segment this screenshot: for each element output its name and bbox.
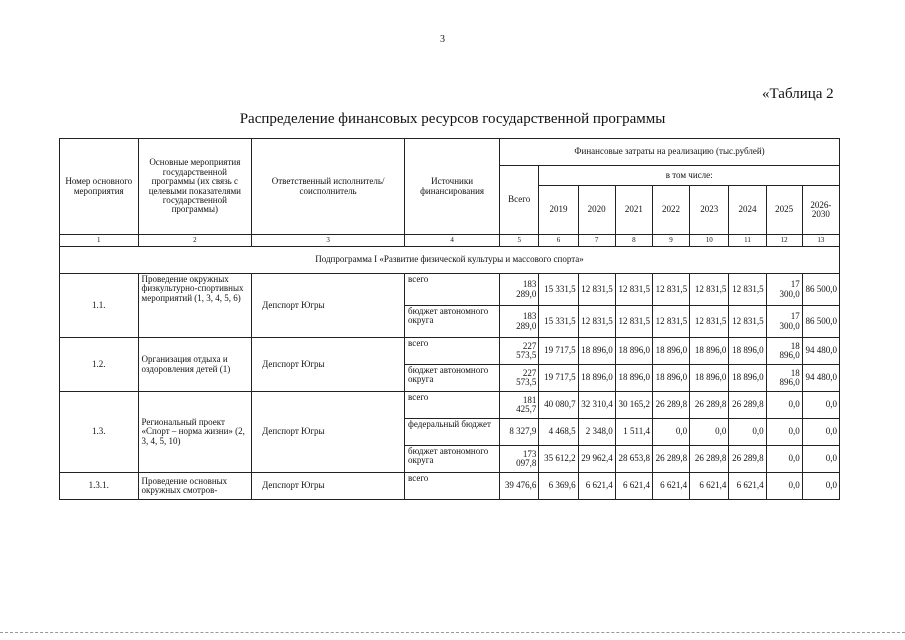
value-total: 183 289,0 bbox=[500, 306, 539, 338]
value-year: 86 500,0 bbox=[802, 274, 839, 306]
value-year: 18 896,0 bbox=[652, 365, 689, 392]
value-year: 12 831,5 bbox=[690, 274, 729, 306]
activity-number: 1.3.1. bbox=[60, 473, 139, 500]
header-year: 2020 bbox=[578, 186, 615, 235]
table-row bbox=[60, 274, 840, 306]
activity-name: Проведение окружных физкультурно-спортивных мероприятий (1, 3, 4, 5, 6) bbox=[138, 274, 252, 338]
activity-name: Региональный проект «Спорт – норма жизни» (2, 3, 4, 5, 10) bbox=[138, 392, 252, 473]
subprogram-row bbox=[60, 247, 840, 274]
value-total: 39 476,6 bbox=[500, 473, 539, 500]
table-row bbox=[60, 338, 840, 365]
value-year: 26 289,8 bbox=[690, 392, 729, 419]
value-year: 0,0 bbox=[729, 419, 766, 446]
value-year: 0,0 bbox=[766, 419, 802, 446]
value-year: 12 831,5 bbox=[578, 274, 615, 306]
column-number: 5 bbox=[500, 235, 539, 247]
subprogram-title: Подпрограмма I «Развитие физической культуры и массового спорта» bbox=[60, 247, 840, 274]
value-year: 18 896,0 bbox=[729, 338, 766, 365]
value-year: 2 348,0 bbox=[578, 419, 615, 446]
value-year: 0,0 bbox=[802, 419, 839, 446]
value-year: 26 289,8 bbox=[729, 392, 766, 419]
value-year: 29 962,4 bbox=[578, 446, 615, 473]
funding-source: всего bbox=[405, 392, 500, 419]
funding-source: всего bbox=[405, 274, 500, 306]
activity-executor: Депспорт Югры bbox=[252, 473, 405, 500]
financial-resources-table bbox=[59, 138, 840, 500]
value-year: 26 289,8 bbox=[729, 446, 766, 473]
funding-source: бюджет автономного округа bbox=[405, 306, 500, 338]
column-number: 13 bbox=[802, 235, 839, 247]
value-year: 94 480,0 bbox=[802, 338, 839, 365]
activity-executor: Депспорт Югры bbox=[252, 274, 405, 338]
value-year: 26 289,8 bbox=[652, 392, 689, 419]
value-year: 0,0 bbox=[802, 473, 839, 500]
column-number: 8 bbox=[615, 235, 652, 247]
column-number: 3 bbox=[252, 235, 405, 247]
activity-number: 1.3. bbox=[60, 392, 139, 473]
value-year: 18 896,0 bbox=[729, 365, 766, 392]
table-row bbox=[60, 473, 840, 500]
page-number: 3 bbox=[440, 34, 445, 45]
value-year: 6 621,4 bbox=[690, 473, 729, 500]
value-year: 18 896,0 bbox=[766, 338, 802, 365]
value-year: 15 331,5 bbox=[539, 306, 578, 338]
header-year: 2025 bbox=[766, 186, 802, 235]
value-year: 18 896,0 bbox=[690, 338, 729, 365]
value-year: 12 831,5 bbox=[652, 306, 689, 338]
value-total: 181 425,7 bbox=[500, 392, 539, 419]
header-year: 2023 bbox=[690, 186, 729, 235]
activity-executor: Депспорт Югры bbox=[252, 338, 405, 392]
header-including: в том числе: bbox=[539, 166, 840, 186]
value-year: 4 468,5 bbox=[539, 419, 578, 446]
value-year: 17 300,0 bbox=[766, 306, 802, 338]
header-year: 2024 bbox=[729, 186, 766, 235]
activity-executor: Депспорт Югры bbox=[252, 392, 405, 473]
value-year: 0,0 bbox=[766, 446, 802, 473]
header-costs: Финансовые затраты на реализацию (тыс.рублей) bbox=[500, 139, 840, 166]
value-year: 30 165,2 bbox=[615, 392, 652, 419]
value-year: 12 831,5 bbox=[729, 274, 766, 306]
column-number: 2 bbox=[138, 235, 252, 247]
funding-source: бюджет автономного округа bbox=[405, 365, 500, 392]
value-year: 18 896,0 bbox=[652, 338, 689, 365]
value-year: 19 717,5 bbox=[539, 365, 578, 392]
header-total: Всего bbox=[500, 166, 539, 235]
value-year: 12 831,5 bbox=[615, 274, 652, 306]
header-sources: Источники финансирования bbox=[405, 139, 500, 235]
value-year: 12 831,5 bbox=[729, 306, 766, 338]
value-year: 0,0 bbox=[766, 392, 802, 419]
value-year: 6 621,4 bbox=[615, 473, 652, 500]
column-number: 7 bbox=[578, 235, 615, 247]
header-year: 2019 bbox=[539, 186, 578, 235]
value-year: 0,0 bbox=[802, 446, 839, 473]
column-number: 12 bbox=[766, 235, 802, 247]
header-number: Номер основного мероприятия bbox=[60, 139, 139, 235]
table-label: «Таблица 2 bbox=[762, 86, 834, 102]
value-year: 12 831,5 bbox=[652, 274, 689, 306]
value-year: 6 621,4 bbox=[729, 473, 766, 500]
value-year: 94 480,0 bbox=[802, 365, 839, 392]
value-year: 18 896,0 bbox=[615, 338, 652, 365]
value-year: 18 896,0 bbox=[690, 365, 729, 392]
value-total: 183 289,0 bbox=[500, 274, 539, 306]
value-year: 40 080,7 bbox=[539, 392, 578, 419]
funding-source: всего bbox=[405, 338, 500, 365]
value-year: 19 717,5 bbox=[539, 338, 578, 365]
document-title: Распределение финансовых ресурсов государственной программы bbox=[239, 111, 666, 127]
value-year: 6 621,4 bbox=[578, 473, 615, 500]
activity-name: Проведение основных окружных смотров- bbox=[138, 473, 252, 500]
header-year: 2021 bbox=[615, 186, 652, 235]
scan-edge-line bbox=[0, 632, 905, 633]
value-year: 6 369,6 bbox=[539, 473, 578, 500]
value-year: 12 831,5 bbox=[578, 306, 615, 338]
funding-source: бюджет автономного округа bbox=[405, 446, 500, 473]
value-total: 8 327,9 bbox=[500, 419, 539, 446]
value-year: 0,0 bbox=[690, 419, 729, 446]
value-year: 1 511,4 bbox=[615, 419, 652, 446]
header-year: 2022 bbox=[652, 186, 689, 235]
activity-number: 1.1. bbox=[60, 274, 139, 338]
value-year: 17 300,0 bbox=[766, 274, 802, 306]
value-year: 86 500,0 bbox=[802, 306, 839, 338]
column-number: 6 bbox=[539, 235, 578, 247]
table-row bbox=[60, 392, 840, 419]
column-number: 10 bbox=[690, 235, 729, 247]
value-year: 12 831,5 bbox=[690, 306, 729, 338]
value-year: 18 896,0 bbox=[578, 365, 615, 392]
value-year: 0,0 bbox=[766, 473, 802, 500]
header-year: 2026-2030 bbox=[802, 186, 839, 235]
value-total: 227 573,5 bbox=[500, 338, 539, 365]
value-year: 15 331,5 bbox=[539, 274, 578, 306]
funding-source: всего bbox=[405, 473, 500, 500]
column-number: 1 bbox=[60, 235, 139, 247]
column-number: 9 bbox=[652, 235, 689, 247]
value-year: 26 289,8 bbox=[652, 446, 689, 473]
value-year: 26 289,8 bbox=[690, 446, 729, 473]
value-total: 227 573,5 bbox=[500, 365, 539, 392]
value-year: 35 612,2 bbox=[539, 446, 578, 473]
header-executor: Ответственный исполнитель/соисполнитель bbox=[252, 139, 405, 235]
value-year: 0,0 bbox=[802, 392, 839, 419]
activity-name: Организация отдыха и оздоровления детей (1) bbox=[138, 338, 252, 392]
value-year: 32 310,4 bbox=[578, 392, 615, 419]
column-number: 4 bbox=[405, 235, 500, 247]
funding-source: федеральный бюджет bbox=[405, 419, 500, 446]
value-year: 18 896,0 bbox=[578, 338, 615, 365]
header-activities: Основные мероприятия государственной программы (их связь с целевыми показателями государственной программы) bbox=[138, 139, 252, 235]
column-number: 11 bbox=[729, 235, 766, 247]
value-year: 6 621,4 bbox=[652, 473, 689, 500]
value-year: 0,0 bbox=[652, 419, 689, 446]
value-year: 28 653,8 bbox=[615, 446, 652, 473]
column-number-row bbox=[60, 235, 840, 247]
value-year: 12 831,5 bbox=[615, 306, 652, 338]
activity-number: 1.2. bbox=[60, 338, 139, 392]
value-total: 173 097,8 bbox=[500, 446, 539, 473]
value-year: 18 896,0 bbox=[615, 365, 652, 392]
value-year: 18 896,0 bbox=[766, 365, 802, 392]
